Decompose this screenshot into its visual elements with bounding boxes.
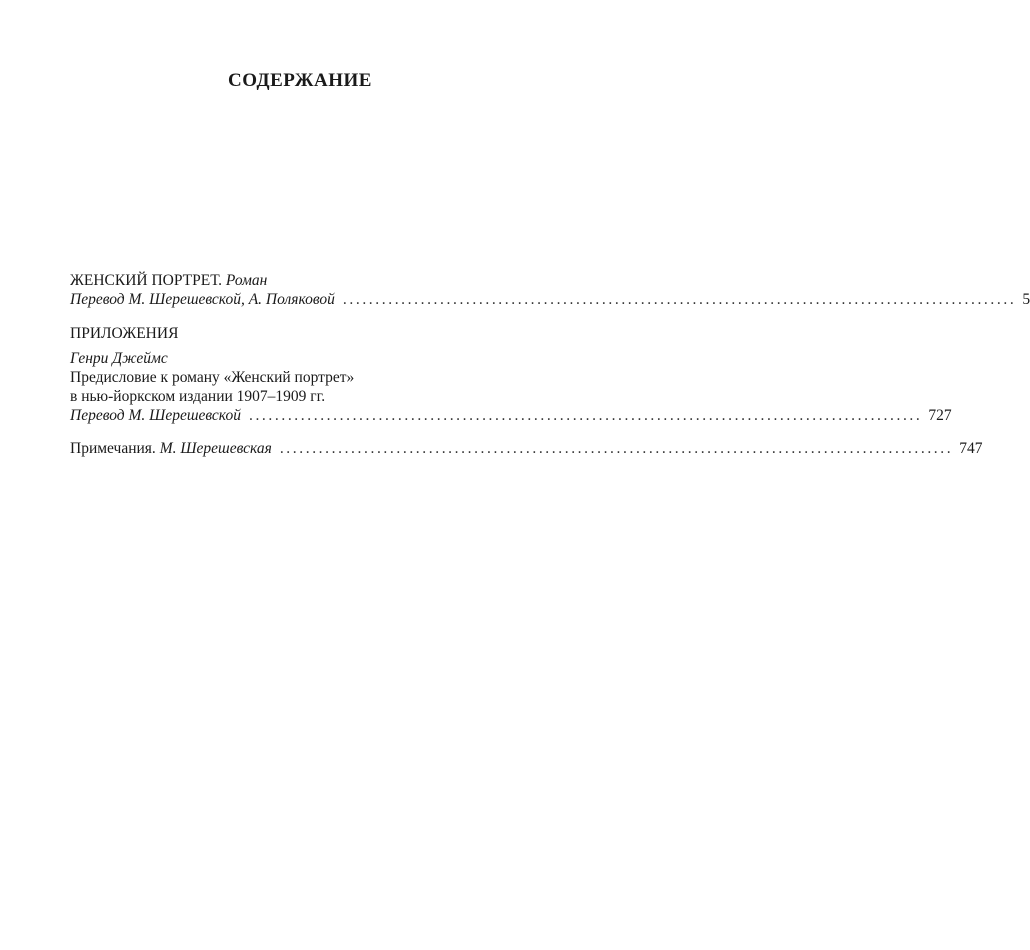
- dot-leader: ........................................................................................................: [342, 291, 1017, 308]
- toc-entry-novel[interactable]: [70, 290, 1030, 309]
- notes-author: М. Шерешевская: [159, 440, 272, 457]
- page-number: 727: [928, 407, 952, 424]
- notes-entry-text: [70, 439, 272, 458]
- toc-entry-preface[interactable]: [70, 406, 952, 425]
- preface-author: Генри Джеймс: [70, 350, 168, 367]
- page-number: 747: [959, 440, 983, 457]
- novel-genre: Роман: [225, 272, 268, 289]
- page-number: 5: [1022, 291, 1030, 308]
- preface-translator: Перевод М. Шерешевской: [70, 407, 241, 424]
- appendices-heading: ПРИЛОЖЕНИЯ: [70, 325, 179, 342]
- novel-title: ЖЕНСКИЙ ПОРТРЕТ.: [70, 272, 223, 289]
- preface-title-line2: в нью-йоркском издании 1907–1909 гг.: [70, 388, 326, 405]
- dot-leader: ........................................................................................................: [248, 407, 923, 424]
- preface-title-line1: Предисловие к роману «Женский портрет»: [70, 369, 355, 386]
- notes-label: Примечания.: [70, 440, 156, 457]
- toc-entry-novel-title: [70, 271, 498, 290]
- dot-leader: ........................................................................................................: [279, 440, 954, 457]
- toc-entry-notes[interactable]: [70, 439, 983, 458]
- page-title: СОДЕРЖАНИЕ: [228, 70, 372, 91]
- novel-translators: Перевод М. Шерешевской, А. Поляковой: [70, 291, 335, 308]
- table-of-contents: [70, 271, 1030, 458]
